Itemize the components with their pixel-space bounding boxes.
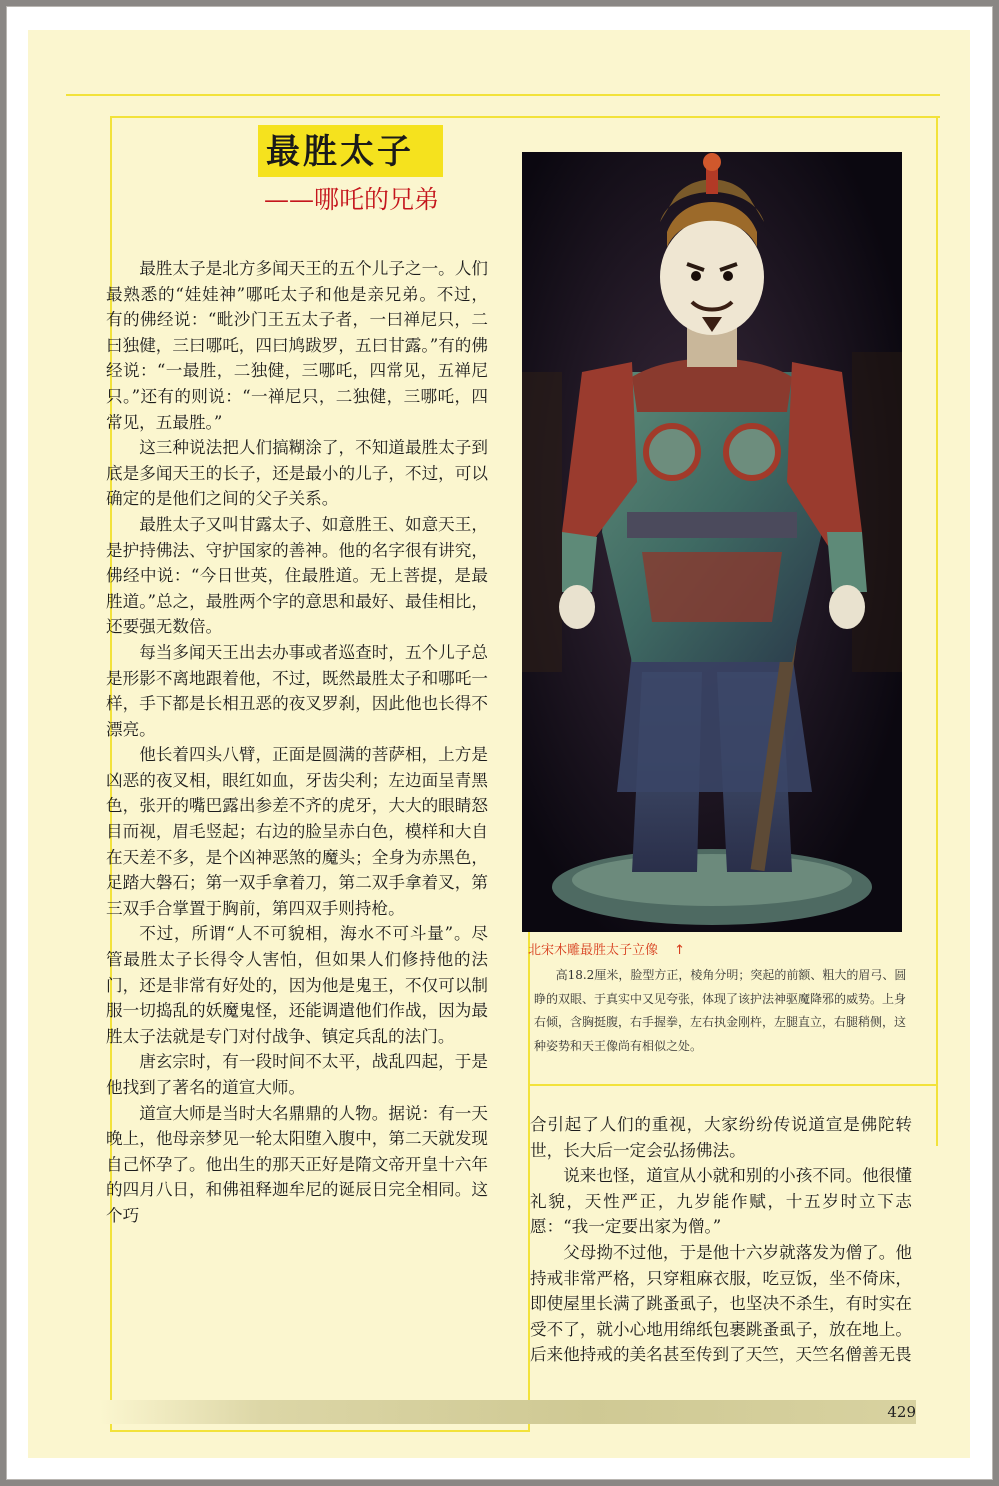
paragraph: 不过，所谓“人不可貌相，海水不可斗量”。尽管最胜太子长得令人害怕，但如果人们修持他的法门，还是非常有好处的，因为他是鬼王，不仅可以制服一切捣乱的妖魔鬼怪，还能调遣他们作战，因为最胜太子法就是专门对付战争、镇定兵乱的法门。 xyxy=(106,924,488,1046)
right-column-text xyxy=(530,1112,912,1368)
page-number: 429 xyxy=(887,1403,916,1421)
paragraph: 道宣大师是当时大名鼎鼎的人物。据说：有一天晚上，他母亲梦见一轮太阳堕入腹中，第二天就发现自己怀孕了。他出生的那天正好是隋文帝开皇十六年的四月八日，和佛祖释迦牟尼的诞辰日完全相同。这个巧 xyxy=(106,1103,488,1225)
paragraph: 说来也怪，道宣从小就和别的小孩不同。他很懂礼貌，天性严正，九岁能作赋，十五岁时立下志愿：“我一定要出家为僧。” xyxy=(530,1166,912,1237)
paragraph: 唐玄宗时，有一段时间不太平，战乱四起，于是他找到了著名的道宣大师。 xyxy=(106,1052,488,1097)
left-column-text xyxy=(106,256,488,1229)
page-subtitle: ——哪吒的兄弟 xyxy=(264,185,440,214)
statue-photo xyxy=(522,152,902,932)
rule-right xyxy=(936,116,938,1146)
arrow-up-icon: ↑ xyxy=(674,943,686,958)
rule-inner-top xyxy=(110,116,940,118)
caption-title: 北宋木雕最胜太子立像 ↑ xyxy=(528,943,686,958)
paragraph: 最胜太子又叫甘露太子、如意胜王、如意天王，是护持佛法、守护国家的善神。他的名字很有讲究，佛经中说：“今日世英，住最胜道。无上菩提，是最胜道。”总之，最胜两个字的意思和最好、最佳相比，还要强无数倍。 xyxy=(106,514,488,637)
paragraph: 他长着四头八臂，正面是圆满的菩萨相，上方是凶恶的夜叉相，眼红如血，牙齿尖利；左边面呈青黑色，张开的嘴巴露出参差不齐的虎牙，大大的眼睛怒目而视，眉毛竖起；右边的脸呈赤白色，模样和大自在天差不多，是个凶神恶煞的魔头；全身为赤黑色，足踏大磐石；第一双手拿着刀，第二双手拿着叉，第三双手合掌置于胸前，第四双手则持枪。 xyxy=(106,745,488,918)
wooden-statue-image xyxy=(522,152,902,932)
paragraph: 父母拗不过他，于是他十六岁就落发为僧了。他持戒非常严格，只穿粗麻衣服，吃豆饭，坐不倚床，即使屋里长满了跳蚤虱子，也坚决不杀生，有时实在受不了，就小心地用绵纸包裹跳蚤虱子，放在地上。后来他持戒的美名甚至传到了天竺，天竺名僧善无畏 xyxy=(530,1242,912,1365)
page-title: 最胜太子 xyxy=(266,132,414,172)
paragraph: 每当多闻天王出去办事或者巡查时，五个儿子总是形影不离地跟着他，不过，既然最胜太子和哪吒一样，手下都是长相丑恶的夜叉罗刹，因此他也长得不漂亮。 xyxy=(106,642,488,739)
rule-top xyxy=(66,94,940,96)
rule-bottom xyxy=(110,1430,530,1432)
paragraph: 最胜太子是北方多闻天王的五个儿子之一。人们最熟悉的“娃娃神”哪吒太子和他是亲兄弟。不过，有的佛经说：“毗沙门王五太子者，一曰禅尼只，二曰独健，三曰哪吒，四曰鸠跋罗，五曰甘露。”有的佛经说：“一最胜，二独健，三哪吒，四常见，五禅尼只。”还有的则说：“一禅尼只，二独健，三哪吒，四常见，五最胜。” xyxy=(106,259,488,432)
paragraph: 这三种说法把人们搞糊涂了，不知道最胜太子到底是多闻天王的长子，还是最小的儿子，不过，可以确定的是他们之间的父子关系。 xyxy=(106,438,488,509)
book-page xyxy=(28,30,970,1458)
caption-text: 高18.2厘米，脸型方正，棱角分明；突起的前额、粗大的眉弓、圆睁的双眼、于真实中又见夸张，体现了该护法神驱魔降邪的威势。上身右倾，含胸挺腹，右手握拳，左右执金刚杵，左腿直立，右腿稍侧，这种姿势和天王像尚有相似之处。 xyxy=(534,968,907,1053)
footer-bar xyxy=(100,1400,916,1424)
paragraph: 合引起了人们的重视，大家纷纷传说道宣是佛陀转世，长大后一定会弘扬佛法。 xyxy=(530,1115,912,1160)
rule-caption-bottom xyxy=(528,1084,938,1086)
